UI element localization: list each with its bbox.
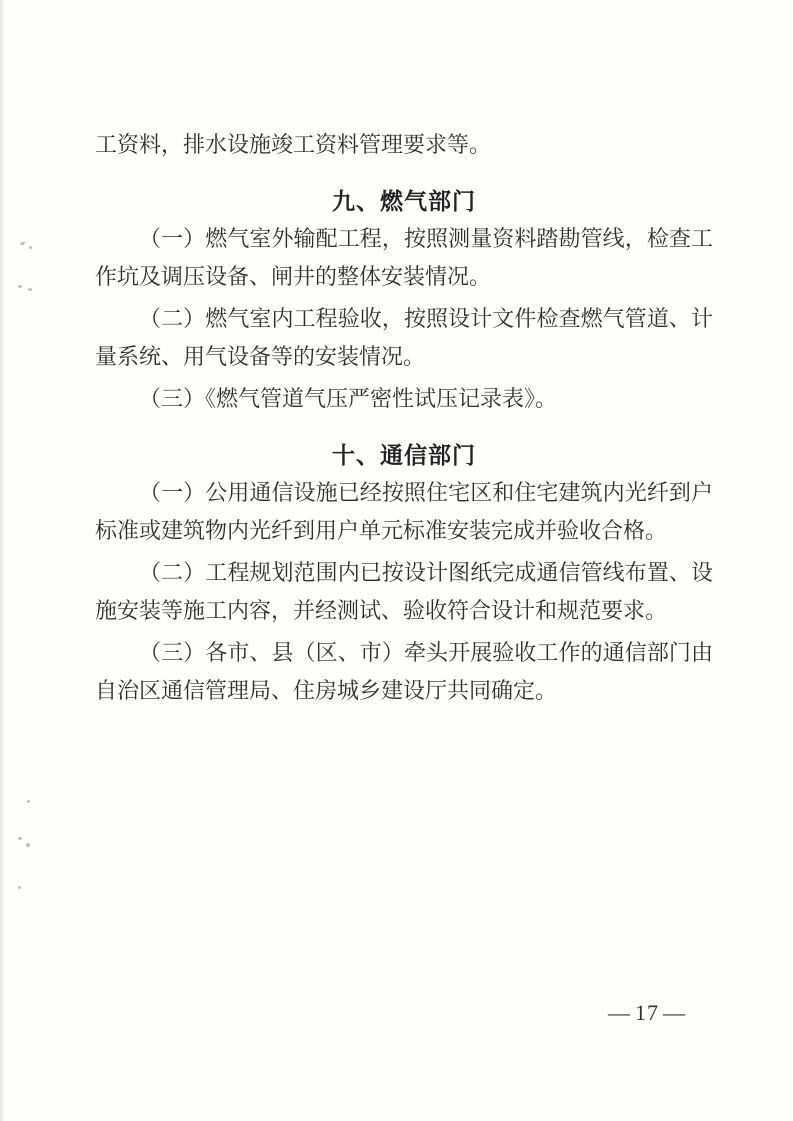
footer-dash-right: — bbox=[663, 1000, 686, 1025]
scan-speck bbox=[18, 285, 23, 289]
scan-speck bbox=[20, 241, 26, 246]
paragraph-gas-item-2: （二）燃气室内工程验收，按照设计文件检查燃气管道、计量系统、用气设备等的安装情况。 bbox=[95, 306, 713, 369]
document-body bbox=[95, 126, 713, 714]
footer-dash-left: — bbox=[608, 1000, 631, 1025]
scan-speck bbox=[18, 886, 21, 889]
paragraph-telecom-item-3: （三）各市、县（区、市）牵头开展验收工作的通信部门由自治区通信管理局、住房城乡建设厅共同确定。 bbox=[95, 640, 713, 703]
page-number-footer bbox=[604, 1000, 690, 1026]
paragraph-gas-item-3: （三）《燃气管道气压严密性试压记录表》。 bbox=[139, 386, 558, 411]
scan-speck bbox=[28, 288, 32, 291]
paragraph-continuation: 工资料，排水设施竣工资料管理要求等。 bbox=[95, 132, 492, 157]
scan-edge-artifact bbox=[0, 0, 5, 1121]
page-number: 17 bbox=[635, 1000, 659, 1025]
paragraph-telecom-item-1: （一）公用通信设施已经按照住宅区和住宅建筑内光纤到户标准或建筑物内光纤到用户单元标准安装完成并验收合格。 bbox=[95, 480, 713, 543]
section-heading-nine-gas-department: 九、燃气部门 bbox=[332, 188, 476, 214]
scan-speck bbox=[18, 836, 23, 840]
paragraph-gas-item-1: （一）燃气室外输配工程，按照测量资料踏勘管线，检查工作坑及调压设备、闸井的整体安装情况。 bbox=[95, 226, 713, 289]
scan-speck bbox=[29, 246, 32, 249]
paragraph-telecom-item-2: （二）工程规划范围内已按设计图纸完成通信管线布置、设施安装等施工内容，并经测试、验收符合设计和规范要求。 bbox=[95, 560, 713, 623]
scan-speck bbox=[27, 800, 30, 803]
section-heading-ten-telecom-department: 十、通信部门 bbox=[332, 442, 476, 468]
scan-speck bbox=[26, 843, 30, 847]
